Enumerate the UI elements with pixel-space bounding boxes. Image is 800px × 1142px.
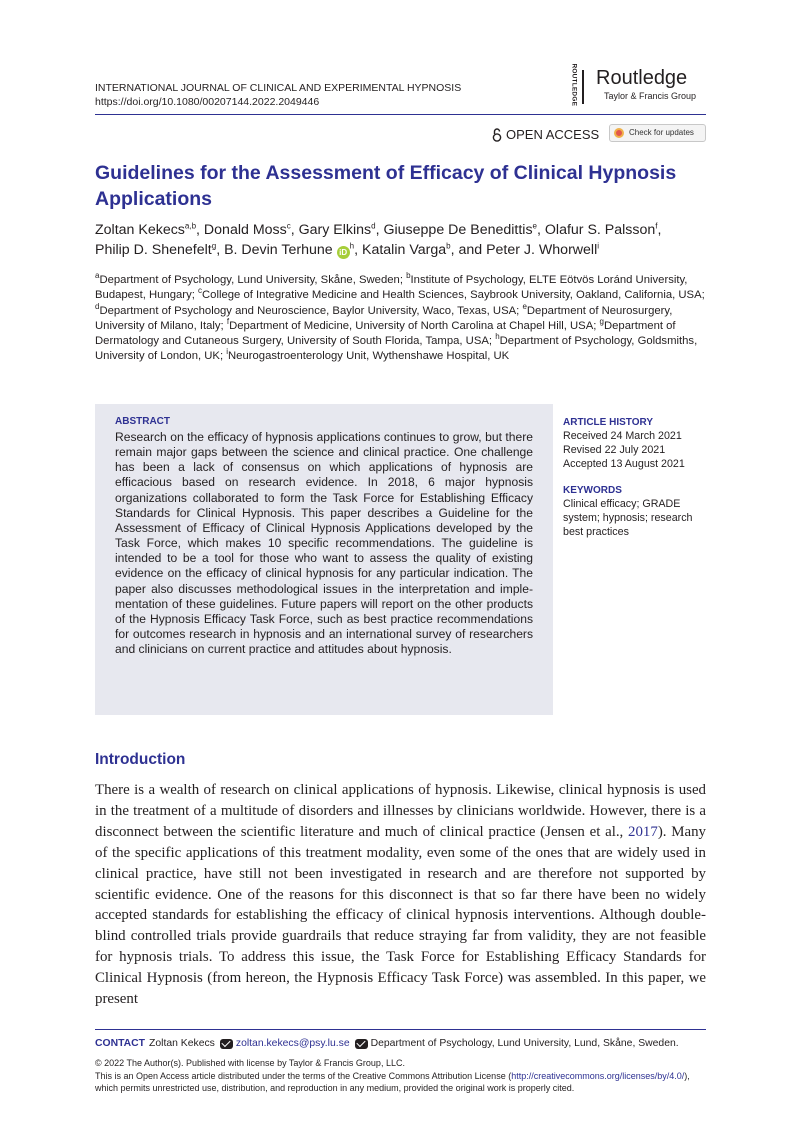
orcid-icon[interactable]: iD: [337, 246, 350, 259]
license-link[interactable]: http://creativecommons.org/licenses/by/4.0/: [511, 1071, 685, 1081]
keywords-heading: KEYWORDS: [563, 485, 622, 496]
introduction-paragraph: [95, 780, 706, 1010]
affil-sup: c: [198, 286, 202, 296]
affil-sup: g: [599, 317, 604, 327]
address-icon: [355, 1039, 368, 1049]
affiliations: [95, 273, 710, 365]
affil-text: College of Integrative Medicine and Health Sciences, Saybrook University, Oakland, California, USA;: [202, 289, 705, 302]
author-name[interactable]: Philip D. Shenefelt: [95, 242, 212, 258]
affil-text: Department of Psychology, Goldsmiths, University of London, UK;: [95, 335, 698, 363]
open-access-label: OPEN ACCESS: [506, 127, 600, 142]
license-notice: [95, 1070, 710, 1094]
article-title: Guidelines for the Assessment of Efficacy of Clinical Hypnosis Applications: [95, 162, 677, 210]
email-icon: [220, 1039, 233, 1049]
affil-text: Institute of Psychology, ELTE Eötvös Loránd University, Budapest, Hungary;: [95, 274, 688, 302]
author-affil-sup: b: [446, 241, 451, 251]
author-affil-sup: g: [211, 241, 217, 251]
author-name[interactable]: , Katalin Varga: [354, 242, 447, 258]
abstract-text: Research on the efficacy of hypnosis applications continues to grow, but there remain major gaps between the science and clinical practice. One challenge has been a lack of consensus on which applications of hypnosis are efficacious based on research evidence. In 2018, 6 major hypnosis organizations collaborated to form the Task Force for Establishing Efficacy Standards for Clinical Hypnosis. This paper describes a Guideline for the Assessment of Efficacy of Clinical Hypnosis Applications developed by the Task Force, which makes 10 specific recommendations. The guideline is intended to be a tool for those who want to assess the quality of existing evidence on the efficacy of clinical hypnosis for any particular indication. The paper also discusses methodological issues in the interpretation and implementation of these guidelines. Future papers will report on the other products of the Hypnosis Efficacy Task Force, such as best practice recommendations for outcomes research in hypnosis and an international survey of researchers and clinicians on current practice and attitudes about hypnosis.: [115, 430, 533, 657]
author-affil-sup: i: [597, 241, 600, 251]
journal-name: INTERNATIONAL JOURNAL OF CLINICAL AND EXPERIMENTAL HYPNOSIS: [95, 82, 462, 94]
revised-date: Revised 22 July 2021: [563, 444, 666, 456]
affil-sup: e: [522, 301, 527, 311]
author-name[interactable]: , Gary Elkins: [290, 222, 372, 238]
author-line-1: [95, 220, 710, 240]
open-access-badge: [492, 126, 599, 144]
contact-address: Department of Psychology, Lund University, Lund, Skåne, Sweden.: [370, 1038, 679, 1049]
article-history-heading: ARTICLE HISTORY: [563, 417, 654, 428]
introduction-heading: Introduction: [95, 751, 186, 768]
license-text: This is an Open Access article distributed under the terms of the Creative Commons Attribution License (: [95, 1071, 512, 1081]
affil-text: Department of Medicine, University of North Carolina at Chapel Hill, USA;: [229, 319, 600, 332]
crossmark-icon: [614, 128, 624, 138]
author-affil-sup: e: [532, 221, 537, 231]
open-lock-icon: [492, 128, 502, 142]
author-affil-sup: h: [349, 241, 355, 251]
license-text: ), which permits unrestricted use, distribution, and reproduction in any medium, provided the original work is properly cited.: [95, 1071, 690, 1093]
running-header: [95, 81, 461, 109]
contact-email-link[interactable]: zoltan.kekecs@psy.lu.se: [235, 1038, 350, 1049]
publisher-vertical-text: ROUTLEDGE: [570, 63, 578, 107]
received-date: Received 24 March 2021: [563, 430, 682, 442]
author-name[interactable]: , Donald Moss: [196, 222, 287, 238]
affil-sup: b: [406, 271, 411, 281]
affil-text: Department of Dermatology and Cutaneous Surgery, University of South Florida, Tampa, USA;: [95, 319, 676, 348]
doi-link[interactable]: https://doi.org/10.1080/00207144.2022.2049446: [95, 96, 320, 108]
author-affil-sup: a,b: [184, 221, 197, 231]
affil-text: Department of Neurosurgery, University of Milano, Italy;: [95, 304, 673, 332]
affil-text: Neurogastroenterology Unit, Wythenshawe Hospital, UK: [228, 350, 510, 363]
publisher-name: Routledge: [596, 67, 688, 89]
accepted-date: Accepted 13 August 2021: [563, 458, 685, 470]
affil-text: Department of Psychology, Lund University, Skåne, Sweden;: [99, 274, 407, 286]
intro-text-part: There is a wealth of research on clinical applications of hypnosis. Likewise, clinical hypnosis is used in the treatment of a multitude of disorders and illnesses by clinicians worldwide. However, there is a disconnect between the scientific literature and much of clinical practice (Jensen et al.,: [95, 782, 706, 840]
abstract-heading: ABSTRACT: [115, 416, 170, 427]
author-name[interactable]: , Giuseppe De Benedittis: [375, 222, 533, 238]
header-rule: [95, 114, 706, 115]
check-updates-button[interactable]: [609, 124, 706, 142]
intro-text-part: ). Many of the specific applications of this treatment modality, even some of the ones that are widely used in clinical practice, have still not been investigated in research and are therefore not supported by scientific evidence. One of the reasons for this disconnect is that so far there have been no widely accepted standards for establishing the efficacy of clinical hypnosis interventions. Although double-blind controlled trials provide guardrails that reduce straying far from validity, they are not feasible for hypnosis trials. To address this issue, the Task Force for Establishing Efficacy Standards for Clinical Hypnosis (from hereon, the Hypnosis Efficacy Task Force) was assembled. In this paper, we present: [95, 823, 706, 1008]
keywords-text: Clinical efficacy; GRADE system; hypnosis; research best practices: [563, 498, 693, 538]
author-affil-sup: c: [286, 221, 291, 231]
affil-sup: i: [226, 347, 229, 357]
author-line-2: [95, 240, 710, 260]
footer-rule: [95, 1029, 706, 1030]
author-separator: ,: [657, 222, 662, 238]
author-affil-sup: f: [655, 221, 658, 231]
author-affil-sup: d: [371, 221, 376, 231]
affil-sup: d: [95, 301, 100, 311]
author-name[interactable]: , Olafur S. Palsson: [537, 222, 656, 238]
publisher-logo: [566, 63, 716, 107]
routledge-mark-icon: [582, 70, 592, 104]
affil-sup: h: [495, 332, 500, 342]
affil-text: Department of Psychology and Neuroscience, Baylor University, Waco, Texas, USA;: [99, 304, 523, 317]
author-name[interactable]: , B. Devin Terhune: [216, 242, 333, 258]
author-name[interactable]: Zoltan Kekecs: [95, 222, 185, 238]
affil-sup: a: [95, 271, 100, 281]
check-updates-label: Check for updates: [629, 128, 694, 137]
contact-name: Zoltan Kekecs: [149, 1038, 215, 1049]
citation-link[interactable]: 2017: [628, 823, 658, 840]
author-list: [95, 220, 710, 260]
copyright-notice: © 2022 The Author(s). Published with license by Taylor & Francis Group, LLC.: [95, 1058, 405, 1068]
affil-sup: f: [226, 317, 230, 327]
author-name[interactable]: , and Peter J. Whorwell: [450, 242, 598, 258]
article-history: [563, 416, 713, 471]
contact-line: [95, 1037, 715, 1051]
contact-label: CONTACT: [95, 1038, 146, 1049]
keywords: [563, 484, 713, 539]
publisher-subtitle: Taylor & Francis Group: [604, 91, 697, 101]
